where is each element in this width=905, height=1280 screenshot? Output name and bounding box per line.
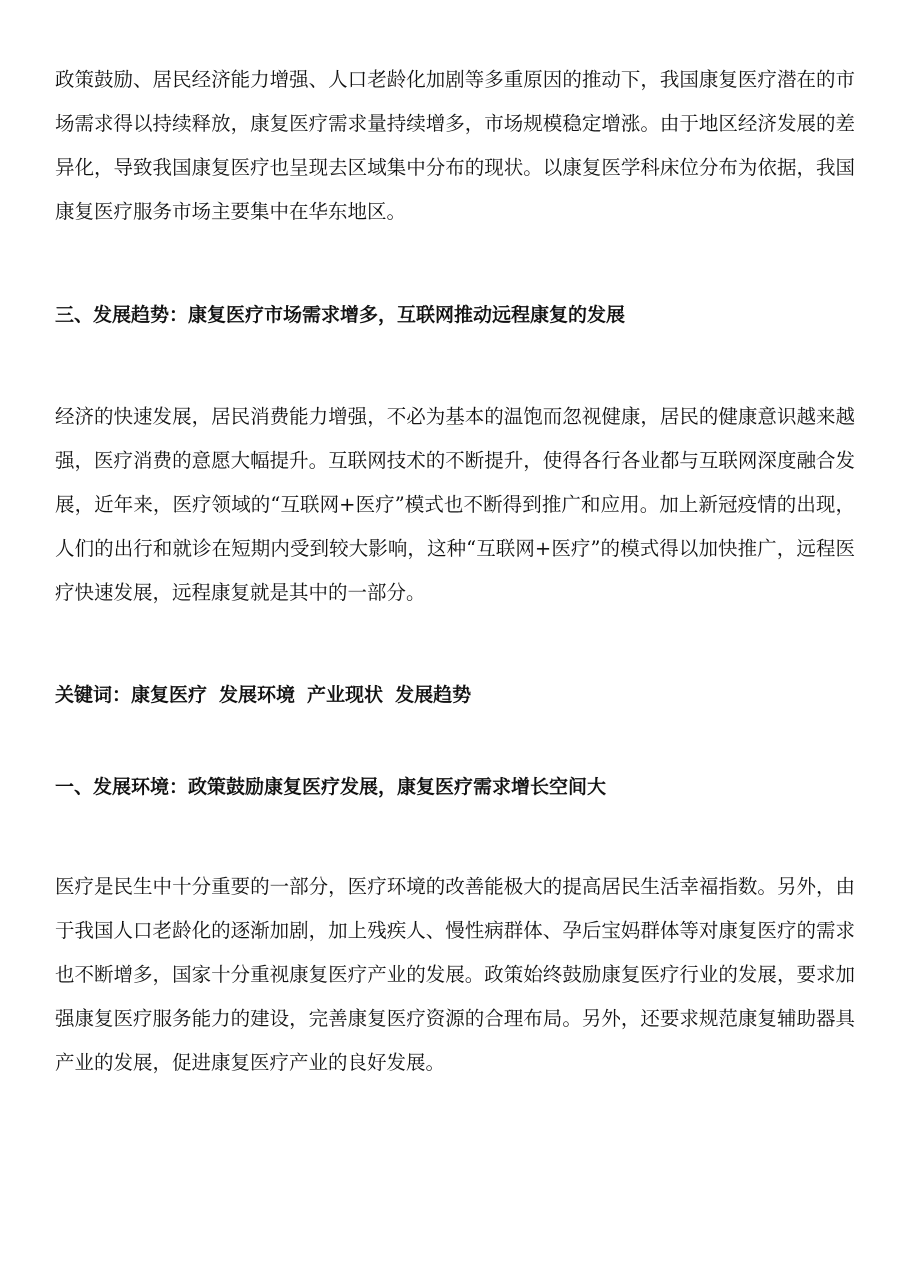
keyword-term: 产业现状 [307, 684, 384, 706]
section-heading-trend: 三、发展趋势：康复医疗市场需求增多，互联网推动远程康复的发展 [55, 304, 626, 326]
intro-paragraph: 政策鼓励、居民经济能力增强、人口老龄化加剧等多重原因的推动下，我国康复医疗潜在的市场需求得以持续释放，康复医疗需求量持续增多，市场规模稳定增涨。由于地区经济发展的差异化，导致我国康复医疗也呈现去区域集中分布的现状。以康复医学科床位分布为依据，我国康复医疗服务市场主要集中在华东地区。 [55, 68, 855, 223]
keywords-label: 关键词： [55, 684, 132, 706]
keywords-line [55, 680, 855, 710]
section-heading-environment: 一、发展环境：政策鼓励康复医疗发展，康复医疗需求增长空间大 [55, 776, 607, 798]
keyword-term: 发展趋势 [395, 684, 472, 706]
keyword-term: 发展环境 [219, 684, 296, 706]
keyword-term: 康复医疗 [131, 684, 208, 706]
section-paragraph-environment: 医疗是民生中十分重要的一部分，医疗环境的改善能极大的提高居民生活幸福指数。另外，由于我国人口老龄化的逐渐加剧，加上残疾人、慢性病群体、孕后宝妈群体等对康复医疗的需求也不断增多，国家十分重视康复医疗产业的发展。政策始终鼓励康复医疗行业的发展，要求加强康复医疗服务能力的建设，完善康复医疗资源的合理布局。另外，还要求规范康复辅助器具产业的发展，促进康复医疗产业的良好发展。 [55, 875, 855, 1074]
section-paragraph-trend: 经济的快速发展，居民消费能力增强，不必为基本的温饱而忽视健康，居民的健康意识越来越强，医疗消费的意愿大幅提升。互联网技术的不断提升，使得各行各业都与互联网深度融合发展，近年来，医疗领域的“互联网+医疗”模式也不断得到推广和应用。加上新冠疫情的出现，人们的出行和就诊在短期内受到较大影响，这种“互联网+医疗”的模式得以加快推广，远程医疗快速发展，远程康复就是其中的一部分。 [55, 405, 855, 604]
